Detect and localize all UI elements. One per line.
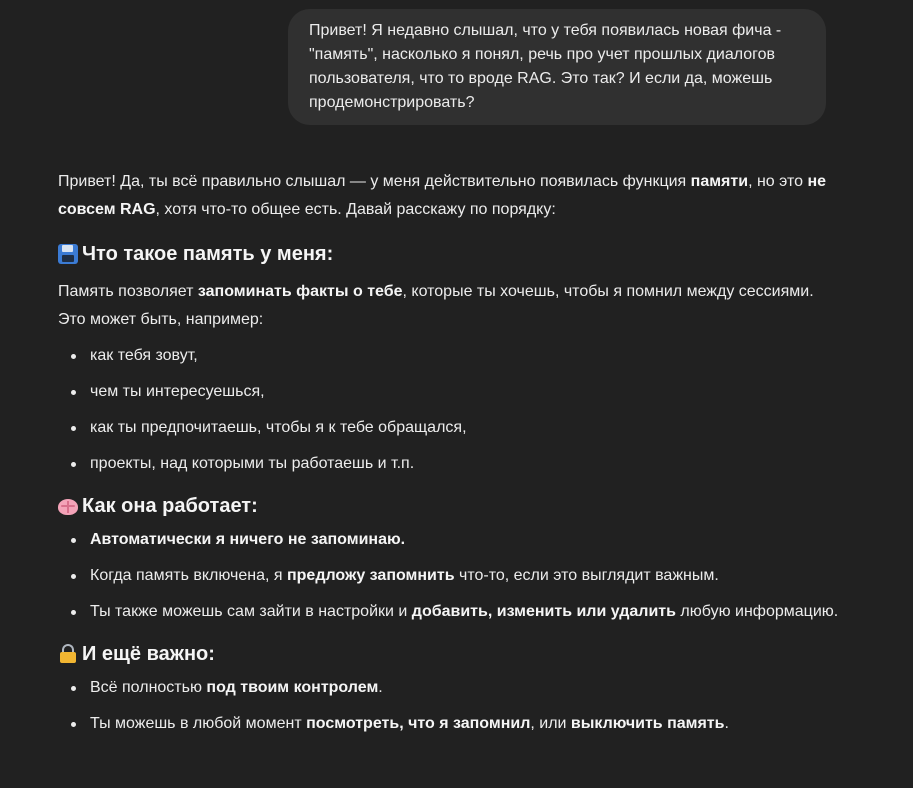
lock-icon	[58, 644, 78, 664]
bullet	[71, 686, 76, 691]
list-item-text: как тебя зовут,	[90, 347, 198, 364]
list-item-bold: посмотреть, что я запомнил	[306, 715, 531, 732]
bullet	[71, 610, 76, 615]
bullet	[71, 354, 76, 359]
user-message-text: Привет! Я недавно слышал, что у тебя появилась новая фича - "память", насколько я понял, речь про учет прошлых диалогов пользователя, что то вроде RAG. Это так? И если да, можешь продемонстрировать?	[309, 22, 782, 111]
list-item-bold: Автоматически я ничего не запоминаю.	[90, 531, 406, 548]
brain-icon	[58, 499, 78, 515]
para-bold-1: запоминать факты о тебе	[197, 283, 403, 300]
bullet	[71, 390, 76, 395]
list-item-text: Всё полностью	[90, 679, 207, 696]
intro-text-2: , но это	[748, 173, 808, 190]
list-item-text: любую информацию.	[675, 603, 839, 620]
memory-facts-list	[58, 338, 838, 482]
bullet	[71, 574, 76, 579]
para-text-1: Память позволяет	[58, 283, 198, 300]
how-it-works-list	[58, 522, 838, 630]
floppy-disk-icon	[58, 244, 78, 264]
section-title: И ещё важно:	[82, 643, 215, 665]
list-item	[58, 522, 838, 558]
assistant-intro	[58, 168, 838, 224]
assistant-message	[58, 168, 838, 742]
section-heading-memory	[58, 240, 838, 268]
list-item-bold: предложу запомнить	[286, 567, 455, 584]
para-text-2: , которые ты хочешь, чтобы я помнил между сессиями. Это может быть, например:	[58, 283, 814, 328]
bullet	[71, 462, 76, 467]
list-item	[58, 374, 838, 410]
list-item	[58, 706, 838, 742]
list-item	[58, 558, 838, 594]
intro-text-3: , хотя что-то общее есть. Давай расскажу по порядку:	[155, 201, 556, 218]
list-item-bold: под твоим контролем	[206, 679, 379, 696]
bullet	[71, 426, 76, 431]
intro-text-1: Привет! Да, ты всё правильно слышал — у меня действительно появилась функция	[58, 173, 691, 190]
bullet	[71, 722, 76, 727]
list-item-text: Ты также можешь сам зайти в настройки и	[90, 603, 412, 620]
section-title: Что такое память у меня:	[82, 243, 334, 265]
intro-bold-1: памяти	[690, 173, 749, 190]
section-title: Как она работает:	[82, 495, 258, 517]
list-item-bold: выключить память	[570, 715, 725, 732]
intro-bold-2: не совсем RAG	[58, 173, 826, 218]
list-item-text: что-то, если это выглядит важным.	[454, 567, 719, 584]
list-item	[58, 594, 838, 630]
important-list	[58, 670, 838, 742]
list-item	[58, 446, 838, 482]
list-item-text: .	[378, 679, 383, 696]
list-item	[58, 410, 838, 446]
list-item-bold: добавить, изменить или удалить	[411, 603, 676, 620]
list-item	[58, 338, 838, 374]
list-item-text: Ты можешь в любой момент	[90, 715, 307, 732]
section-paragraph	[58, 278, 838, 334]
list-item-text: проекты, над которыми ты работаешь и т.п.	[90, 455, 415, 472]
section-heading-important	[58, 640, 838, 668]
list-item-text: , или	[530, 715, 571, 732]
list-item-text: как ты предпочитаешь, чтобы я к тебе обращался,	[90, 419, 467, 436]
list-item	[58, 670, 838, 706]
list-item-text: чем ты интересуешься,	[90, 383, 265, 400]
bullet	[71, 538, 76, 543]
list-item-text: Когда память включена, я	[90, 567, 287, 584]
section-heading-how-it-works	[58, 492, 838, 520]
list-item-text: .	[724, 715, 729, 732]
user-message-bubble	[288, 9, 826, 125]
